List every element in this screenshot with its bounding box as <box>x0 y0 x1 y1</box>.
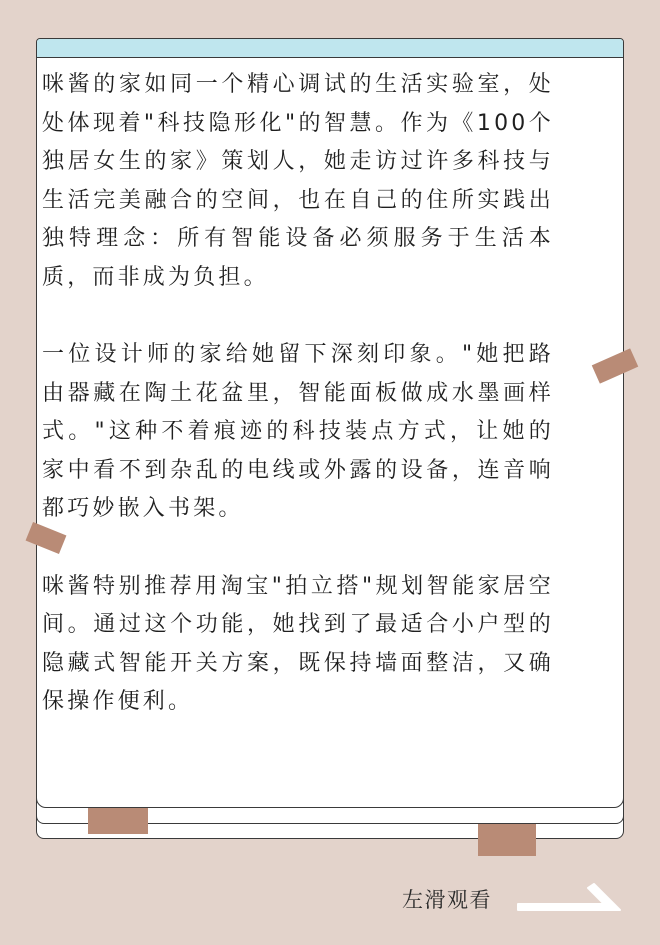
swipe-hint-text: 左滑观看 <box>402 888 492 912</box>
card-header-bar <box>37 39 623 58</box>
tape-decoration-bottom-left <box>88 808 148 834</box>
paragraph-2: 一位设计师的家给她留下深刻印象。"她把路由器藏在陶土花盆里，智能面板做成水墨画样式。"这种不着痕迹的科技装点方式，让她的家中看不到杂乱的电线或外露的设备，连音响都巧妙嵌入书架。 <box>42 342 554 521</box>
article-body <box>42 66 554 761</box>
paragraph-1: 咪酱的家如同一个精心调试的生活实验室，处处体现着"科技隐形化"的智慧。作为《100个独居女生的家》策划人，她走访过许多科技与生活完美融合的空间，也在自己的住所实践出独特理念：所有智能设备必须服务于生活本质，而非成为负担。 <box>42 72 554 290</box>
paragraph-3: 咪酱特别推荐用淘宝"拍立搭"规划智能家居空间。通过这个功能，她找到了最适合小户型的隐藏式智能开关方案，既保持墙面整洁，又确保操作便利。 <box>42 573 554 714</box>
tape-decoration-bottom-right <box>478 824 536 856</box>
swipe-arrow-icon <box>516 878 624 914</box>
